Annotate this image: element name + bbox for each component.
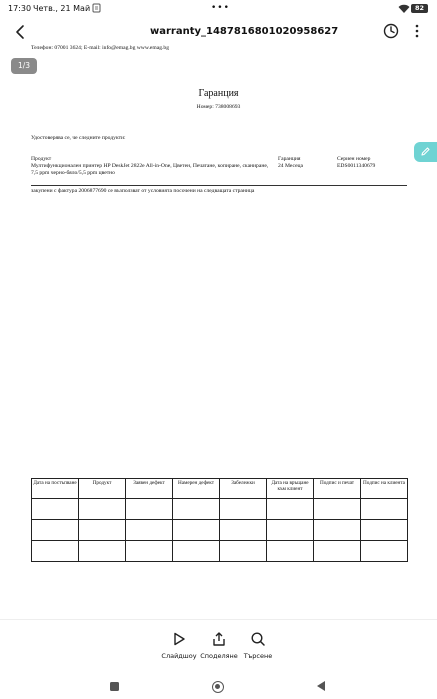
table-cell (32, 541, 79, 562)
table-cell (173, 541, 220, 562)
invoice-note: закупени с фактура 2006877690 се възползват от условията посочени на следващата страница (31, 188, 255, 194)
table-cell (267, 499, 314, 520)
service-table (31, 478, 408, 562)
pencil-icon (420, 146, 431, 157)
table-cell (173, 499, 220, 520)
table-cell (126, 499, 173, 520)
table-cell (173, 520, 220, 541)
bottom-toolbar (0, 619, 437, 675)
item-warranty: 24 Месеца (278, 163, 304, 169)
table-cell (361, 541, 408, 562)
divider (31, 185, 407, 186)
app-bar (0, 18, 437, 46)
table-row (32, 520, 408, 541)
status-dots: ••• (211, 3, 230, 13)
play-icon[interactable] (171, 631, 187, 647)
col-label-product: Продукт (31, 156, 52, 162)
table-header-cell: Забележки (220, 479, 267, 499)
table-cell (267, 520, 314, 541)
share-button[interactable]: Споделяне (200, 652, 238, 660)
slideshow-button[interactable]: Слайдшоу (161, 652, 197, 660)
more-vert-icon[interactable] (412, 22, 422, 40)
item-serial: EDS0011340679 (337, 163, 376, 169)
col-label-serial: Сериен номер (337, 156, 371, 162)
table-cell (32, 499, 79, 520)
edit-button[interactable] (414, 142, 437, 162)
share-icon[interactable] (211, 631, 227, 647)
navigation-bar (0, 675, 437, 699)
table-header-cell: Дата на връщане към клиент (267, 479, 314, 499)
home-icon[interactable] (212, 681, 224, 693)
document-title: warranty_1487816801020958627 (150, 26, 339, 37)
table-cell (79, 520, 126, 541)
status-bar (0, 0, 437, 18)
history-icon[interactable] (383, 23, 399, 39)
table-cell (361, 499, 408, 520)
doc-contact-header: Телефон: 07001 3624; E-mail: info@emag.bg www.emag.bg (31, 45, 170, 51)
table-header-cell: Продукт (79, 479, 126, 499)
table-header-cell: Заявен дефект (126, 479, 173, 499)
table-cell (126, 541, 173, 562)
status-time: 17:30 (8, 4, 32, 13)
search-icon[interactable] (250, 631, 266, 647)
notification-icon (92, 3, 101, 13)
battery-icon: 82 (411, 4, 428, 13)
doc-title: Гаранция (198, 88, 239, 99)
table-cell (220, 499, 267, 520)
table-row (32, 499, 408, 520)
table-cell (314, 499, 361, 520)
table-header-cell: Подпис на клиента (361, 479, 408, 499)
nav-back-icon[interactable] (317, 681, 325, 691)
page-indicator: 1/3 (11, 58, 37, 74)
col-label-warranty: Гаранция (278, 156, 301, 162)
search-button[interactable]: Търсене (243, 652, 273, 660)
table-cell (79, 541, 126, 562)
table-row (32, 541, 408, 562)
table-header-cell: Намерен дефект (173, 479, 220, 499)
table-cell (361, 520, 408, 541)
table-cell (314, 520, 361, 541)
table-cell (220, 541, 267, 562)
back-arrow-icon[interactable] (12, 23, 30, 41)
wifi-icon (398, 4, 410, 14)
table-cell (32, 520, 79, 541)
table-cell (314, 541, 361, 562)
table-header-cell: Подпис и печат (314, 479, 361, 499)
status-date: Четв., 21 Май (33, 4, 91, 13)
recents-icon[interactable] (110, 682, 119, 691)
item-product: Мултифункционален принтер HP DeskJet 2822e All-in-One, Цветен, Печатане, копиране, сканиране, 7,5 ppm черно-бяло/5,5 ppm цветно (31, 163, 269, 176)
table-cell (126, 520, 173, 541)
doc-number: Номер: 738008693 (196, 104, 241, 110)
table-cell (267, 541, 314, 562)
document-page (0, 44, 437, 619)
table-cell (79, 499, 126, 520)
table-cell (220, 520, 267, 541)
table-header-cell: Дата на постъпване (32, 479, 79, 499)
doc-certify-text: Удостоверява се, че следните продукти: (31, 135, 126, 141)
table-header-row (32, 479, 408, 499)
